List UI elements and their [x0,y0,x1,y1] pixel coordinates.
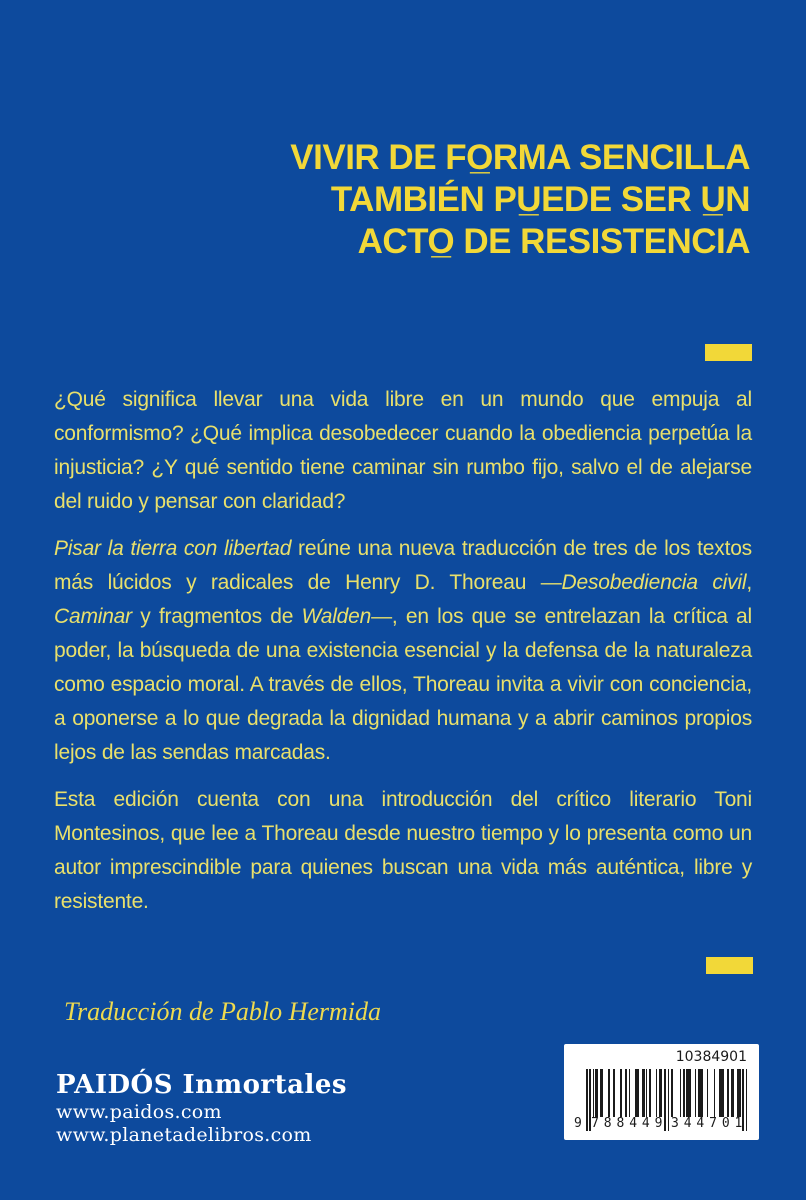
accent-bar-bottom [706,957,753,974]
barcode-bar [742,1069,744,1131]
barcode-digits-right: 3 4 4 7 0 1 [671,1116,743,1131]
barcode-bar [656,1069,658,1117]
barcode-bar [649,1069,651,1117]
barcode-bar [746,1069,748,1131]
publisher-imprint-logo: PAIDÓS Inmortales [56,1070,348,1100]
barcode-bar [601,1069,603,1117]
barcode-bar [727,1069,729,1117]
barcode-bar [664,1069,666,1131]
translation-credit: Traducción de Pablo Hermida [64,997,382,1026]
barcode-bar [683,1069,685,1117]
barcode-bar [714,1069,716,1117]
barcode-lead-digit: 9 [574,1116,582,1131]
barcode-digits-left: 7 8 8 4 4 9 [591,1116,663,1131]
barcode-bar [690,1069,692,1117]
barcode-bar [613,1069,615,1117]
synopsis [54,383,752,932]
tagline-line-3: ACTO̲ DE RESISTENCIA [357,222,750,261]
barcode-bar [629,1069,631,1117]
barcode-bar [625,1069,627,1117]
barcode-bar [732,1069,734,1117]
barcode-bar [608,1069,610,1117]
barcode-bar [620,1069,622,1117]
barcode-bar [586,1069,588,1131]
product-code: 10384901 [675,1049,747,1065]
barcode-bar [637,1069,639,1117]
barcode-bar [695,1069,697,1117]
ean13-barcode [574,1069,750,1131]
barcode-panel [564,1044,759,1140]
barcode-bar [680,1069,682,1117]
book-tagline [290,137,750,263]
barcode-bar [722,1069,724,1117]
barcode-bar [661,1069,663,1117]
publisher-website-paidos: www.paidos.com [56,1101,222,1123]
barcode-bar [739,1069,741,1117]
barcode-bar [668,1069,670,1131]
accent-bar-top [705,344,752,361]
barcode-bar [671,1069,673,1117]
barcode-bar [596,1069,598,1117]
barcode-bar [707,1069,709,1117]
publisher-block [56,1069,347,1147]
tagline-line-1: VIVIR DE FO̲RMA SENCILLA [290,138,750,177]
barcode-bar [646,1069,648,1117]
synopsis-paragraph-1: ¿Qué significa llevar una vida libre en un mundo que empuja al conformismo? ¿Qué implica desobedecer cuando la obediencia perpetúa la injusticia? ¿Y qué sentido tiene caminar sin rumbo fijo, salvo el de alejarse del ruido y pensar con claridad? [54,388,752,513]
synopsis-paragraph-3: Esta edición cuenta con una introducción del crítico literario Toni Montesinos, que lee a Thoreau desde nuestro tiempo y lo presenta como un autor imprescindible para quienes buscan una vida más auténtica, libre y resistente. [54,788,752,913]
barcode-bar [702,1069,704,1117]
publisher-website-planetadelibros: www.planetadelibros.com [56,1124,312,1146]
tagline-line-2: TAMBIÉN PU̲EDE SER U̲N [330,180,750,219]
synopsis-paragraph-2: Pisar la tierra con libertad reúne una nueva traducción de tres de los textos más lúcidos y radicales de Henry D. Thoreau —Desobediencia civil, Caminar y fragmentos de Walden—, en los que se entrelazan la crítica al poder, la búsqueda de una existencia esencial y la defensa de la naturaleza como espacio moral. A través de ellos, Thoreau invita a vivir con conciencia, a oponerse a lo que degrada la dignidad humana y a abrir caminos propios lejos de las sendas marcadas. [54,537,752,764]
